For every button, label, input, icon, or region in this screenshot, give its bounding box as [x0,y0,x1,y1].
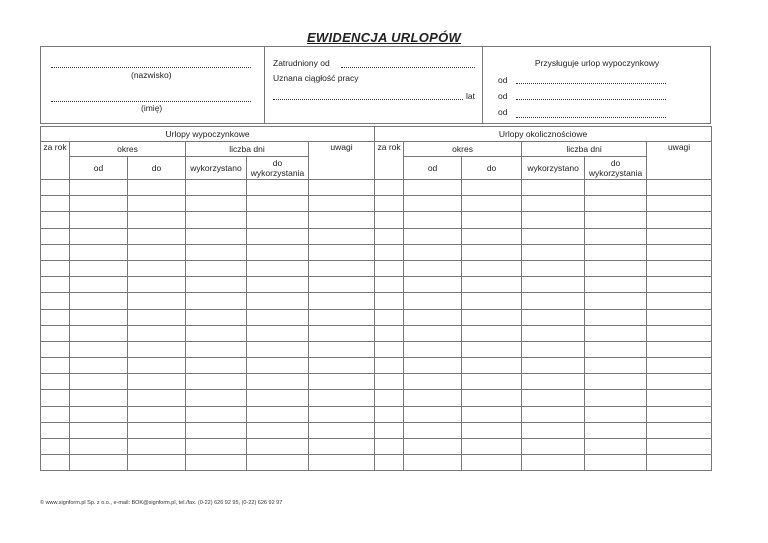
table-cell[interactable] [128,374,186,390]
od-label-3: od [498,107,508,117]
table-cell[interactable] [462,180,522,196]
leave-table [40,126,712,471]
table-cell[interactable] [585,228,647,244]
col-uwagi: uwagi [309,142,375,180]
table-cell[interactable] [647,439,712,455]
table-row [41,180,712,196]
table-cell[interactable] [186,341,247,357]
table-cell[interactable] [647,212,712,228]
table-cell[interactable] [522,455,585,471]
table-cell[interactable] [128,180,186,196]
table-cell[interactable] [247,341,309,357]
table-cell[interactable] [247,455,309,471]
table-row [41,455,712,471]
table-cell[interactable] [70,358,128,374]
table-cell[interactable] [309,277,375,293]
table-cell[interactable] [41,390,70,406]
table-cell[interactable] [186,180,247,196]
table-cell[interactable] [375,244,404,260]
table-cell[interactable] [375,390,404,406]
table-cell[interactable] [522,325,585,341]
table-cell[interactable] [522,277,585,293]
table-row [41,439,712,455]
table-cell[interactable] [70,341,128,357]
table-cell[interactable] [404,196,462,212]
table-cell[interactable] [375,325,404,341]
table-cell[interactable] [647,309,712,325]
table-cell[interactable] [585,341,647,357]
table-cell[interactable] [70,277,128,293]
table-cell[interactable] [647,293,712,309]
table-cell[interactable] [128,325,186,341]
table-cell[interactable] [585,358,647,374]
table-cell[interactable] [309,244,375,260]
table-cell[interactable] [247,260,309,276]
table-cell[interactable] [41,406,70,422]
ciaglosc-field[interactable] [273,99,463,100]
table-cell[interactable] [522,406,585,422]
table-cell[interactable] [41,180,70,196]
table-cell[interactable] [462,422,522,438]
table-cell[interactable] [375,180,404,196]
table-cell[interactable] [247,309,309,325]
table-cell[interactable] [186,244,247,260]
table-cell[interactable] [41,374,70,390]
table-row [41,325,712,341]
table-cell[interactable] [309,422,375,438]
table-cell[interactable] [585,277,647,293]
table-cell[interactable] [247,325,309,341]
table-cell[interactable] [309,212,375,228]
section-wypoczynkowe: Urlopy wypoczynkowe [41,127,375,142]
col-do-wykorzystania-2: do wykorzystania [585,157,647,180]
table-cell[interactable] [128,309,186,325]
table-cell[interactable] [522,439,585,455]
table-cell[interactable] [522,293,585,309]
table-cell[interactable] [128,244,186,260]
table-cell[interactable] [522,212,585,228]
table-cell[interactable] [585,180,647,196]
table-cell[interactable] [522,374,585,390]
table-cell[interactable] [309,406,375,422]
table-cell[interactable] [128,260,186,276]
table-cell[interactable] [404,455,462,471]
table-cell[interactable] [404,390,462,406]
col-za-rok-2: za rok [375,142,404,180]
table-cell[interactable] [522,358,585,374]
table-cell[interactable] [247,422,309,438]
col-uwagi-2: uwagi [647,142,712,180]
table-cell[interactable] [375,341,404,357]
table-cell[interactable] [309,439,375,455]
imie-field[interactable] [51,101,251,102]
table-cell[interactable] [70,455,128,471]
table-cell[interactable] [462,455,522,471]
table-cell[interactable] [462,228,522,244]
table-cell[interactable] [41,293,70,309]
table-cell[interactable] [309,293,375,309]
table-cell[interactable] [522,196,585,212]
table-cell[interactable] [70,374,128,390]
table-cell[interactable] [128,277,186,293]
table-cell[interactable] [404,439,462,455]
table-cell[interactable] [647,325,712,341]
table-cell[interactable] [309,358,375,374]
table-cell[interactable] [462,341,522,357]
table-cell[interactable] [522,228,585,244]
table-cell[interactable] [128,439,186,455]
table-cell[interactable] [585,422,647,438]
table-cell[interactable] [404,293,462,309]
col-od-2: od [404,157,462,180]
table-cell[interactable] [186,422,247,438]
table-cell[interactable] [247,358,309,374]
table-cell[interactable] [309,341,375,357]
table-cell[interactable] [41,212,70,228]
table-row [41,358,712,374]
table-cell[interactable] [309,228,375,244]
table-row [41,212,712,228]
table-cell[interactable] [247,277,309,293]
table-cell[interactable] [70,293,128,309]
table-row [41,260,712,276]
table-cell[interactable] [41,196,70,212]
table-cell[interactable] [462,325,522,341]
col-okres: okres [70,142,186,157]
od-field-2[interactable] [516,99,666,100]
form-title: EWIDENCJA URLOPÓW [306,30,462,45]
table-cell[interactable] [247,406,309,422]
table-cell[interactable] [70,180,128,196]
table-cell[interactable] [70,390,128,406]
table-cell[interactable] [522,309,585,325]
table-cell[interactable] [647,228,712,244]
table-cell[interactable] [186,277,247,293]
col-od: od [70,157,128,180]
table-cell[interactable] [375,228,404,244]
table-cell[interactable] [404,309,462,325]
col-do-wykorzystania: do wykorzystania [247,157,309,180]
table-row [41,196,712,212]
table-cell[interactable] [522,260,585,276]
table-cell[interactable] [585,325,647,341]
table-cell[interactable] [128,390,186,406]
od-label-1: od [498,75,508,85]
col-za-rok: za rok [41,142,70,180]
table-cell[interactable] [462,439,522,455]
table-cell[interactable] [585,455,647,471]
col-okres-2: okres [404,142,522,157]
table-cell[interactable] [128,422,186,438]
zatrudniony-label: Zatrudniony od [273,58,330,68]
table-body [41,180,712,471]
table-cell[interactable] [70,212,128,228]
table-cell[interactable] [375,293,404,309]
table-cell[interactable] [375,196,404,212]
table-cell[interactable] [186,293,247,309]
table-cell[interactable] [70,244,128,260]
table-cell[interactable] [647,341,712,357]
table-cell[interactable] [647,374,712,390]
table-row [41,341,712,357]
table-cell[interactable] [585,374,647,390]
table-cell[interactable] [186,325,247,341]
table-cell[interactable] [186,374,247,390]
zatrudniony-field[interactable] [341,67,475,68]
table-cell[interactable] [186,455,247,471]
table-cell[interactable] [41,439,70,455]
table-cell[interactable] [404,212,462,228]
table-cell[interactable] [128,196,186,212]
table-cell[interactable] [462,260,522,276]
table-cell[interactable] [41,341,70,357]
table-row [41,309,712,325]
table-cell[interactable] [522,422,585,438]
table-cell[interactable] [647,406,712,422]
col-liczba-dni: liczba dni [186,142,309,157]
table-cell[interactable] [247,212,309,228]
table-cell[interactable] [186,358,247,374]
table-cell[interactable] [404,325,462,341]
table-cell[interactable] [647,180,712,196]
nazwisko-label: (nazwisko) [131,70,172,80]
table-cell[interactable] [404,374,462,390]
table-cell[interactable] [186,309,247,325]
table-cell[interactable] [647,390,712,406]
table-cell[interactable] [375,374,404,390]
table-cell[interactable] [70,309,128,325]
employee-header [40,46,711,124]
table-cell[interactable] [309,325,375,341]
col-wykorzystano: wykorzystano [186,157,247,180]
table-cell[interactable] [186,406,247,422]
table-cell[interactable] [375,309,404,325]
table-cell[interactable] [247,293,309,309]
table-cell[interactable] [309,455,375,471]
table-cell[interactable] [309,180,375,196]
table-cell[interactable] [404,180,462,196]
table-cell[interactable] [186,212,247,228]
table-cell[interactable] [41,309,70,325]
nazwisko-field[interactable] [51,67,251,68]
table-row [41,277,712,293]
table-row [41,390,712,406]
table-cell[interactable] [647,455,712,471]
table-cell[interactable] [404,260,462,276]
col-do: do [128,157,186,180]
table-cell[interactable] [404,341,462,357]
table-cell[interactable] [647,196,712,212]
table-cell[interactable] [522,244,585,260]
table-row [41,374,712,390]
lat-label: lat [466,91,475,101]
table-row [41,244,712,260]
table-cell[interactable] [186,439,247,455]
table-cell[interactable] [585,406,647,422]
table-cell[interactable] [404,228,462,244]
table-cell[interactable] [522,390,585,406]
table-cell[interactable] [128,293,186,309]
table-cell[interactable] [462,212,522,228]
table-cell[interactable] [375,277,404,293]
table-cell[interactable] [70,196,128,212]
table-cell[interactable] [375,212,404,228]
table-cell[interactable] [41,228,70,244]
table-cell[interactable] [375,358,404,374]
table-cell[interactable] [647,260,712,276]
table-cell[interactable] [70,422,128,438]
table-cell[interactable] [70,406,128,422]
table-cell[interactable] [41,358,70,374]
table-cell[interactable] [309,374,375,390]
table-cell[interactable] [462,358,522,374]
table-row [41,406,712,422]
table-cell[interactable] [41,455,70,471]
table-cell[interactable] [247,390,309,406]
table-cell[interactable] [522,180,585,196]
table-row [41,228,712,244]
table-cell[interactable] [585,293,647,309]
table-cell[interactable] [70,439,128,455]
table-cell[interactable] [462,390,522,406]
table-cell[interactable] [247,228,309,244]
table-cell[interactable] [41,277,70,293]
table-cell[interactable] [404,406,462,422]
table-cell[interactable] [585,439,647,455]
table-cell[interactable] [647,244,712,260]
table-cell[interactable] [128,406,186,422]
table-cell[interactable] [462,277,522,293]
przysluguje-label: Przysługuje urlop wypoczynkowy [534,58,660,68]
table-cell[interactable] [186,390,247,406]
table-cell[interactable] [585,244,647,260]
col-wykorzystano-2: wykorzystano [522,157,585,180]
table-cell[interactable] [522,341,585,357]
table-cell[interactable] [375,406,404,422]
table-cell[interactable] [462,309,522,325]
table-cell[interactable] [70,260,128,276]
footer: © www.signform.pl Sp. z o.o., e-mail: BOK@signform.pl, tel./fax. (0-22) 626 92 95, (0-22) 626 92 97 [40,500,283,506]
table-cell[interactable] [128,358,186,374]
table-cell[interactable] [462,374,522,390]
table-cell[interactable] [309,260,375,276]
table-cell[interactable] [128,212,186,228]
table-cell[interactable] [247,180,309,196]
table-cell[interactable] [186,228,247,244]
table-row [41,422,712,438]
table-cell[interactable] [585,196,647,212]
od-field-3[interactable] [516,117,666,118]
table-cell[interactable] [462,293,522,309]
table-cell[interactable] [186,196,247,212]
table-cell[interactable] [585,390,647,406]
section-okolicznosciowe: Urlopy okolicznościowe [375,127,712,142]
table-cell[interactable] [647,358,712,374]
table-cell[interactable] [41,244,70,260]
table-cell[interactable] [375,260,404,276]
table-cell[interactable] [647,422,712,438]
od-field-1[interactable] [516,83,666,84]
table-cell[interactable] [585,260,647,276]
table-cell[interactable] [462,244,522,260]
imie-label: (imię) [141,103,163,113]
table-cell[interactable] [41,260,70,276]
table-cell[interactable] [128,455,186,471]
ciaglosc-label: Uznana ciągłość pracy [273,73,359,83]
table-cell[interactable] [375,439,404,455]
table-cell[interactable] [41,422,70,438]
table-cell[interactable] [309,196,375,212]
col-liczba-dni-2: liczba dni [522,142,647,157]
table-cell[interactable] [404,358,462,374]
table-row [41,293,712,309]
col-do-2: do [462,157,522,180]
table-cell[interactable] [585,212,647,228]
od-label-2: od [498,91,508,101]
table-cell[interactable] [375,455,404,471]
table-cell[interactable] [309,390,375,406]
table-cell[interactable] [309,309,375,325]
table-cell[interactable] [375,422,404,438]
table-cell[interactable] [128,341,186,357]
table-cell[interactable] [247,374,309,390]
header-divider-1 [264,47,265,123]
table-cell[interactable] [70,325,128,341]
table-cell[interactable] [404,277,462,293]
table-cell[interactable] [128,228,186,244]
table-cell[interactable] [404,422,462,438]
table-cell[interactable] [247,196,309,212]
table-cell[interactable] [41,325,70,341]
table-cell[interactable] [462,196,522,212]
table-cell[interactable] [186,260,247,276]
table-cell[interactable] [462,406,522,422]
table-cell[interactable] [70,228,128,244]
table-cell[interactable] [585,309,647,325]
table-cell[interactable] [247,244,309,260]
table-cell[interactable] [647,277,712,293]
table-cell[interactable] [247,439,309,455]
table-cell[interactable] [404,244,462,260]
